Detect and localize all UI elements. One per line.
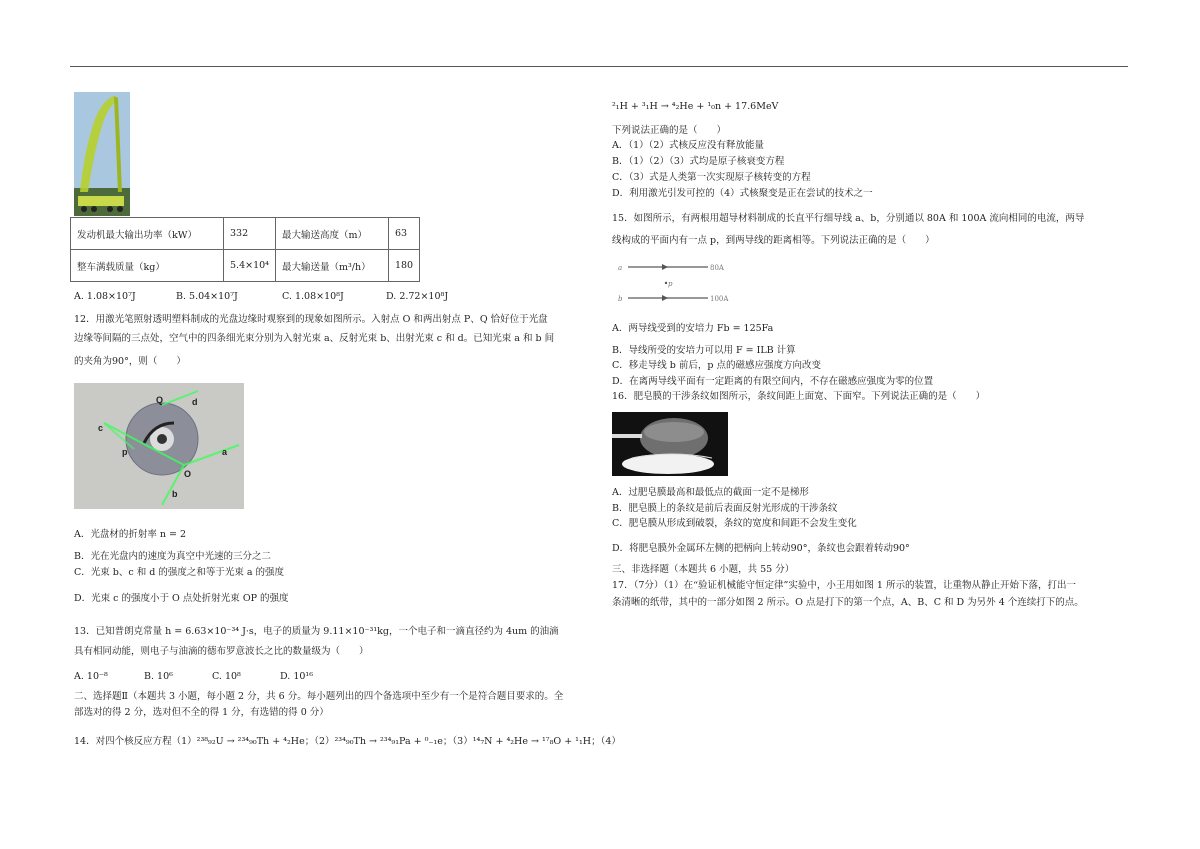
q15-option-d: D．在离两导线平面有一定距离的有限空间内，不存在磁感应强度为零的位置 — [612, 376, 934, 387]
q12-option-c: C．光束 b、c 和 d 的强度之和等于光束 a 的强度 — [74, 567, 285, 578]
section2-line2: 部选对的得 2 分，选对但不全的得 1 分，有选错的得 0 分） — [74, 707, 329, 718]
cd-label-a: a — [222, 447, 228, 457]
q17-line2: 条清晰的纸带，其中的一部分如图 2 所示。O 点是打下的第一个点，A、B、C 和 D 为另外 4 个连续打下的点。 — [612, 597, 1084, 608]
table-cell: 5.4×10⁴ — [224, 250, 276, 282]
q11-option-a: A. 1.08×10⁷J — [74, 291, 136, 302]
q14-option-a: A．（1）（2）式核反应没有释放能量 — [612, 140, 764, 151]
wire-b-label: b — [618, 295, 623, 303]
section2-line1: 二、选择题Ⅱ（本题共 3 小题，每小题 2 分，共 6 分。每小题列出的四个备选项中至少有一个是符合题目要求的。全 — [74, 691, 564, 702]
q14-stem: 14．对四个核反应方程（1）²³⁸₉₂U → ²³⁴₉₀Th + ⁴₂He；（2）²³⁴₉₀Th → ²³⁴₉₁Pa + ⁰₋₁e；（3）¹⁴₇N + ⁴₂He → ¹⁷₈O + ¹₁H；（4） — [74, 736, 621, 747]
q11-option-b: B. 5.04×10⁷J — [176, 291, 238, 302]
q13-option-d: D. 10¹⁶ — [280, 671, 314, 682]
cd-label-b: b — [172, 489, 178, 499]
cd-label-d: d — [192, 397, 198, 407]
cd-label-p: p — [122, 447, 128, 457]
point-p-label: p — [668, 280, 673, 288]
wire-a-label: a — [618, 264, 623, 272]
table-cell: 最大输送量（m³/h） — [275, 250, 388, 282]
soap-film-photo — [612, 412, 728, 476]
q13-option-a: A. 10⁻⁸ — [74, 671, 108, 682]
q12-line2: 边缘等间隔的三点处，空气中的四条细光束分别为入射光束 a、反射光束 b、出射光束 c 和 d。已知光束 a 和 b 间 — [74, 333, 555, 344]
q15-option-b: B．导线所受的安培力可以用 F = ILB 计算 — [612, 345, 796, 356]
q17-line1: 17．（7分）（1）在“验证机械能守恒定律”实验中，小王用如图 1 所示的装置，让重物从静止开始下落，打出一 — [612, 580, 1076, 591]
q11-option-d: D. 2.72×10⁸J — [386, 291, 449, 302]
q14-option-b: B．（1）（2）（3）式均是原子核衰变方程 — [612, 156, 785, 167]
cd-label-o: O — [184, 469, 192, 479]
table-cell: 180 — [388, 250, 419, 282]
q14-question: 下列说法正确的是（ ） — [612, 125, 727, 136]
header-rule — [70, 66, 1128, 67]
q11-option-c: C. 1.08×10⁸J — [282, 291, 344, 302]
cd-label-q: Q — [156, 395, 164, 405]
q14-equation-4: ²₁H + ³₁H → ⁴₂He + ¹₀n + 17.6MeV — [612, 101, 779, 112]
wire-b-current: 100A — [710, 295, 729, 303]
q12-line3: 的夹角为90°，则（ ） — [74, 356, 186, 367]
q12-option-b: B．光在光盘内的速度为真空中光速的三分之二 — [74, 551, 271, 562]
wires-figure — [614, 256, 744, 308]
spec-table — [70, 217, 420, 282]
q13-line2: 具有相同动能，则电子与油滴的德布罗意波长之比的数量级为（ ） — [74, 646, 369, 657]
table-cell: 整车满载质量（kg） — [71, 250, 224, 282]
q15-option-c: C．移走导线 b 前后，p 点的磁感应强度方向改变 — [612, 360, 821, 371]
q15-option-a: A．两导线受到的安培力 Fb = 125Fa — [612, 323, 774, 334]
q12-line1: 12．用激光笔照射透明塑料制成的光盘边缘时观察到的现象如图所示。入射点 O 和两出射点 P、Q 恰好位于光盘 — [74, 314, 548, 325]
q16-option-d: D．将肥皂膜外金属环左侧的把柄向上转动90°，条纹也会跟着转动90° — [612, 543, 910, 554]
table-cell: 63 — [388, 218, 419, 250]
q13-line1: 13．已知普朗克常量 h = 6.63×10⁻³⁴ J·s，电子的质量为 9.11×10⁻³¹kg，一个电子和一滴直径约为 4um 的油滴 — [74, 626, 559, 637]
table-cell: 最大输送高度（m） — [275, 218, 388, 250]
q15-line1: 15．如图所示，有两根用超导材料制成的长直平行细导线 a、b，分别通以 80A 和 100A 流向相同的电流，两导 — [612, 213, 1085, 224]
q16-option-b: B．肥皂膜上的条纹是前后表面反射光形成的干涉条纹 — [612, 503, 838, 514]
q15-line2: 线构成的平面内有一点 p，到两导线的距离相等。下列说法正确的是（ ） — [612, 235, 935, 246]
q16-option-a: A．过肥皂膜最高和最低点的截面一定不是梯形 — [612, 487, 809, 498]
crane-photo — [74, 92, 130, 216]
q14-option-c: C．（3）式是人类第一次实现原子核转变的方程 — [612, 172, 811, 183]
q16-line1: 16．肥皂膜的干涉条纹如图所示，条纹间距上面宽、下面窄。下列说法正确的是（ ） — [612, 391, 986, 402]
cd-label-c: c — [98, 423, 104, 433]
wire-a-current: 80A — [710, 264, 724, 272]
q16-option-c: C．肥皂膜从形成到破裂，条纹的宽度和间距不会发生变化 — [612, 518, 857, 529]
q13-option-c: C. 10⁸ — [212, 671, 241, 682]
q13-option-b: B. 10⁶ — [144, 671, 173, 682]
q14-option-d: D．利用激光引发可控的（4）式核聚变是正在尝试的技术之一 — [612, 188, 873, 199]
cd-laser-photo — [74, 383, 244, 509]
table-cell: 332 — [224, 218, 276, 250]
q12-option-a: A．光盘材的折射率 n = 2 — [74, 529, 187, 540]
q12-option-d: D．光束 c 的强度小于 O 点处折射光束 OP 的强度 — [74, 593, 289, 604]
section3-title: 三、非选择题（本题共 6 小题，共 55 分） — [612, 564, 795, 575]
table-cell: 发动机最大输出功率（kW） — [71, 218, 224, 250]
